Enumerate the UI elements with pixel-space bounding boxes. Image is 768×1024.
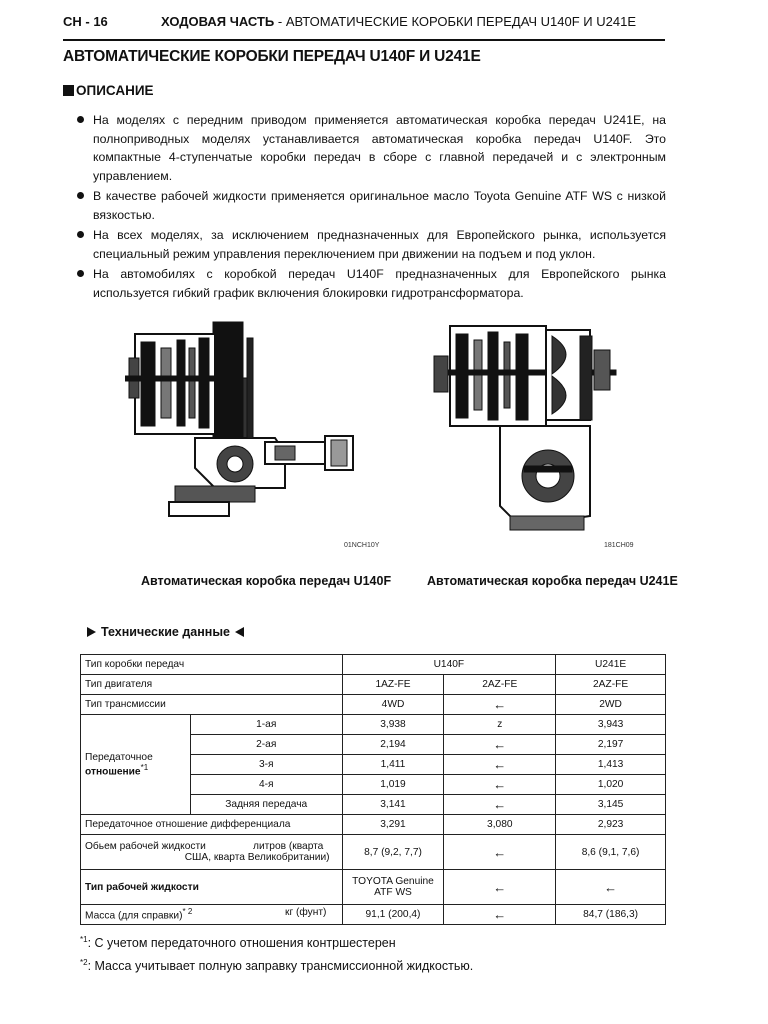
table-row [81, 815, 666, 835]
ratio-label-line1: Передаточное [85, 751, 153, 763]
fluid-volume-label-cell [81, 835, 343, 870]
fluid-type-cell [342, 870, 444, 905]
fluid-type-line2: ATF WS [374, 887, 412, 898]
footnote-text: : С учетом передаточного отношения контршестерен [87, 936, 396, 951]
table-cell: 3,291 [342, 815, 444, 835]
footnote [80, 930, 473, 953]
footnote-text: : Масса учитывает полную заправку трансмиссионной жидкостью. [87, 959, 474, 974]
page-header [63, 14, 665, 29]
table-cell: 1AZ-FE [342, 675, 444, 695]
table-cell: ← [444, 695, 556, 715]
footnote [80, 953, 473, 976]
table-cell: 2-ая [190, 735, 342, 755]
table-cell: 8,7 (9,2, 7,7) [342, 835, 444, 870]
ratio-label-cell [81, 715, 191, 815]
table-row [81, 655, 666, 675]
table-cell: 3,145 [556, 795, 666, 815]
table-row [81, 695, 666, 715]
table-cell: 2,194 [342, 735, 444, 755]
bullet-dot-icon [77, 231, 84, 238]
table-cell: 3,141 [342, 795, 444, 815]
list-item [76, 226, 666, 263]
list-item [76, 111, 666, 185]
table-cell: ← [556, 870, 666, 905]
description-heading-text: ОПИСАНИЕ [76, 83, 154, 98]
fluid-volume-units-line1: литров (кварта [253, 841, 324, 852]
description-heading [63, 83, 154, 98]
table-cell: Тип рабочей жидкости [81, 870, 343, 905]
fluid-volume-units-line2: США, кварта Великобритании) [184, 852, 330, 863]
list-item-text: На автомобилях с коробкой передач U140F предназначенных для Европейского рынка используется гибкий график включения блокировки гидротрансформатора. [93, 267, 666, 300]
table-cell: 2WD [556, 695, 666, 715]
table-cell: 91,1 (200,4) [342, 905, 444, 925]
table-cell: U140F [342, 655, 556, 675]
list-item [76, 265, 666, 302]
spec-heading [87, 625, 244, 639]
section-title [161, 14, 636, 29]
table-cell: 1,411 [342, 755, 444, 775]
u140f-cutaway-figure [125, 318, 365, 538]
table-cell: 1,413 [556, 755, 666, 775]
table-cell: Задняя передача [190, 795, 342, 815]
right-figure-code: 181CH09 [604, 542, 634, 549]
left-figure-code: 01NCH10Y [344, 542, 380, 549]
table-cell: U241E [556, 655, 666, 675]
table-cell: 3,938 [342, 715, 444, 735]
left-figure-caption: Автоматическая коробка передач U140F [141, 574, 392, 588]
spec-heading-text: Технические данные [101, 625, 230, 639]
bullet-dot-icon [77, 270, 84, 277]
table-cell: 1,020 [556, 775, 666, 795]
page-number: CH - 16 [63, 14, 108, 29]
table-cell: 1,019 [342, 775, 444, 795]
table-cell: 4-я [190, 775, 342, 795]
table-row [81, 715, 666, 735]
page-title: АВТОМАТИЧЕСКИЕ КОРОБКИ ПЕРЕДАЧ U140F И U241E [63, 48, 481, 65]
table-cell: ← [444, 835, 556, 870]
footnote-mark: *1 [80, 935, 88, 944]
table-row [81, 905, 666, 925]
fluid-type-line1: TOYOTA Genuine [352, 876, 434, 887]
u241e-cutaway-figure [430, 316, 620, 544]
table-cell: 2AZ-FE [444, 675, 556, 695]
table-cell: z [444, 715, 556, 735]
bullet-dot-icon [77, 116, 84, 123]
list-item-text: На всех моделях, за исключением предназначенных для Европейского рынка, используется специальный режим управления переключением при движении на подъем и под уклон. [93, 228, 666, 261]
table-cell: 4WD [342, 695, 444, 715]
mass-footnote-mark: * 2 [182, 907, 193, 917]
table-row [81, 675, 666, 695]
table-row [81, 870, 666, 905]
table-cell: ← [444, 870, 556, 905]
spec-table [80, 654, 666, 925]
table-cell: 1-ая [190, 715, 342, 735]
list-item-text: В качестве рабочей жидкости применяется оригинальное масло Toyota Genuine ATF WS с низкой вязкостью. [93, 189, 666, 222]
section-title-bold: ХОДОВАЯ ЧАСТЬ [161, 14, 275, 29]
mass-units: кг (фунт) [285, 907, 327, 919]
list-item [76, 187, 666, 224]
table-cell: 84,7 (186,3) [556, 905, 666, 925]
table-cell: Тип трансмиссии [81, 695, 343, 715]
bullet-dot-icon [77, 192, 84, 199]
table-cell: Тип коробки передач [81, 655, 343, 675]
table-cell: 8,6 (9,1, 7,6) [556, 835, 666, 870]
table-cell: ← [444, 755, 556, 775]
table-cell: 3,943 [556, 715, 666, 735]
table-cell: 3,080 [444, 815, 556, 835]
header-rule [63, 39, 665, 41]
ratio-label-line2: отношение [85, 766, 141, 778]
footnotes [80, 930, 473, 976]
table-row [81, 835, 666, 870]
mass-label-cell [81, 905, 343, 925]
table-cell: 3-я [190, 755, 342, 775]
triangle-right-icon [87, 627, 96, 637]
triangle-left-icon [235, 627, 244, 637]
right-figure-caption: Автоматическая коробка передач U241E [427, 574, 678, 588]
ratio-footnote-mark: *1 [140, 762, 149, 772]
table-cell: 2,923 [556, 815, 666, 835]
section-title-rest: - АВТОМАТИЧЕСКИЕ КОРОБКИ ПЕРЕДАЧ U140F И U241E [274, 14, 636, 29]
table-cell: ← [444, 735, 556, 755]
mass-label: Масса (для справки) [85, 910, 183, 922]
table-cell: 2AZ-FE [556, 675, 666, 695]
table-cell: Тип двигателя [81, 675, 343, 695]
fluid-volume-label: Обьем рабочей жидкости [85, 841, 206, 852]
square-bullet-icon [63, 85, 74, 96]
list-item-text: На моделях с передним приводом применяется автоматическая коробка передач U241E, на полноприводных моделях устанавливается автоматическая коробка передач U140F. Это компактные 4-ступенчатые коробки передач в сборе с главной передачей и с электронным управлением. [93, 113, 666, 183]
table-cell: ← [444, 775, 556, 795]
footnote-mark: *2 [80, 958, 88, 968]
table-cell: Передаточное отношение дифференциала [81, 815, 343, 835]
table-cell: ← [444, 905, 556, 925]
table-cell: ← [444, 795, 556, 815]
table-cell: 2,197 [556, 735, 666, 755]
description-list [76, 111, 666, 304]
